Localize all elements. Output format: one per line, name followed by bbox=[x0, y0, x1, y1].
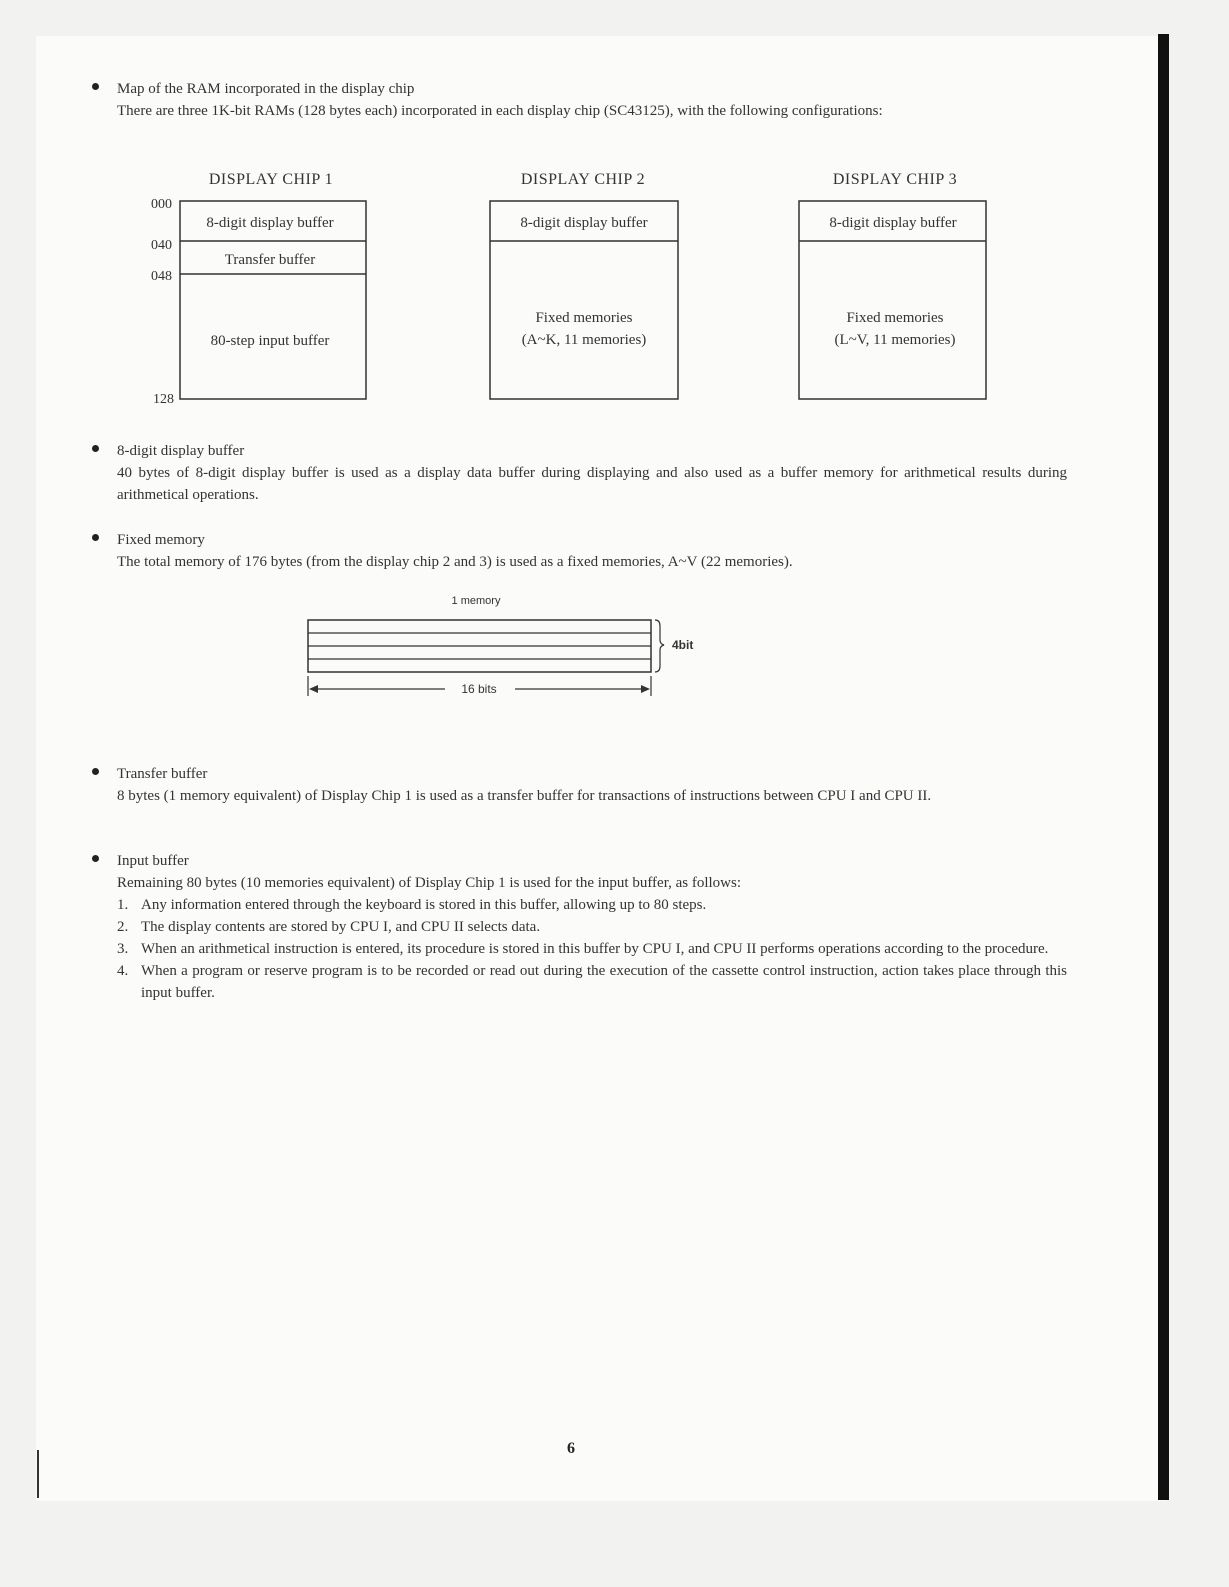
list-item-number: 3. bbox=[117, 941, 129, 957]
memory-word-diagram bbox=[0, 0, 1229, 720]
list-item bbox=[117, 916, 1067, 938]
list-item bbox=[117, 938, 1067, 960]
chip-1-address-000: 000 bbox=[151, 197, 172, 212]
transfer-buffer-section bbox=[92, 763, 1067, 807]
ram-map-intro: There are three 1K-bit RAMs (128 bytes each) incorporated in each display chip (SC43125), with the following configurations: bbox=[117, 103, 883, 119]
transfer-buffer-text: 8 bytes (1 memory equivalent) of Display Chip 1 is used as a transfer buffer for transactions of instructions between CPU I and CPU II. bbox=[117, 788, 932, 804]
chip-1-title: DISPLAY CHIP 1 bbox=[208, 171, 334, 188]
chip-3-title: DISPLAY CHIP 3 bbox=[832, 171, 958, 188]
chip-1-address-048: 048 bbox=[151, 269, 172, 284]
list-item-number: 4. bbox=[117, 963, 129, 979]
chip-2-fixed-memories-label: Fixed memories bbox=[535, 310, 633, 326]
chip-1-transfer-buffer-label: Transfer buffer bbox=[224, 252, 316, 268]
chip-1-address-128: 128 bbox=[153, 392, 174, 407]
chip-3-display-buffer-label: 8-digit display buffer bbox=[829, 215, 957, 231]
list-item bbox=[117, 960, 1067, 1004]
fixed-memory-heading: Fixed memory bbox=[117, 532, 205, 548]
display-buffer-text: 40 bytes of 8-digit display buffer is used as a display data buffer during displaying and also used as a buffer memory for arithmetical results during arithmetical operations. bbox=[117, 465, 1067, 503]
list-item bbox=[117, 894, 1067, 916]
list-item-text: When a program or reserve program is to be recorded or read out during the execution of the cassette control instruction, action takes place through this input buffer. bbox=[141, 963, 1067, 1001]
bits-label: 16 bits bbox=[461, 682, 497, 696]
list-item-number: 1. bbox=[117, 897, 129, 913]
memory-label: 1 memory bbox=[451, 595, 501, 607]
ram-map-heading: Map of the RAM incorporated in the display chip bbox=[117, 81, 415, 97]
fixed-memory-text: The total memory of 176 bytes (from the display chip 2 and 3) is used as a fixed memories, A~V (22 memories). bbox=[117, 554, 793, 570]
list-item-text: The display contents are stored by CPU I, and CPU II selects data. bbox=[141, 919, 541, 935]
list-item-text: When an arithmetical instruction is entered, its procedure is stored in this buffer by CPU I, and CPU II performs operations according to the procedure. bbox=[141, 941, 1049, 957]
nibble-brace-icon bbox=[655, 620, 664, 672]
chip-2-title: DISPLAY CHIP 2 bbox=[520, 171, 646, 188]
chip-3-fixed-memories-range: (L~V, 11 memories) bbox=[834, 332, 956, 348]
page-number: 6 bbox=[567, 1440, 575, 1457]
scan-edge-mark bbox=[37, 1450, 39, 1498]
chip-1-address-040: 040 bbox=[151, 238, 172, 253]
list-item-text: Any information entered through the keyboard is stored in this buffer, allowing up to 80 steps. bbox=[141, 897, 707, 913]
input-buffer-heading: Input buffer bbox=[117, 853, 189, 869]
chip-1-display-buffer-label: 8-digit display buffer bbox=[206, 215, 334, 231]
chip-1-input-buffer-label: 80-step input buffer bbox=[210, 333, 330, 349]
input-buffer-text: Remaining 80 bytes (10 memories equivalent) of Display Chip 1 is used for the input buffer, as follows: bbox=[117, 875, 742, 891]
input-buffer-section bbox=[92, 850, 1067, 1004]
input-buffer-list bbox=[117, 894, 1067, 1004]
bit-width-label: 4bit bbox=[672, 638, 694, 652]
list-item-number: 2. bbox=[117, 919, 129, 935]
transfer-buffer-heading: Transfer buffer bbox=[117, 766, 208, 782]
chip-2-fixed-memories-range: (A~K, 11 memories) bbox=[521, 332, 647, 348]
bullet-icon bbox=[92, 855, 99, 862]
arrow-left-icon bbox=[309, 685, 318, 693]
chip-3-fixed-memories-label: Fixed memories bbox=[846, 310, 944, 326]
display-buffer-heading: 8-digit display buffer bbox=[117, 443, 245, 459]
arrow-right-icon bbox=[641, 685, 650, 693]
bullet-icon bbox=[92, 768, 99, 775]
chip-2-display-buffer-label: 8-digit display buffer bbox=[520, 215, 648, 231]
